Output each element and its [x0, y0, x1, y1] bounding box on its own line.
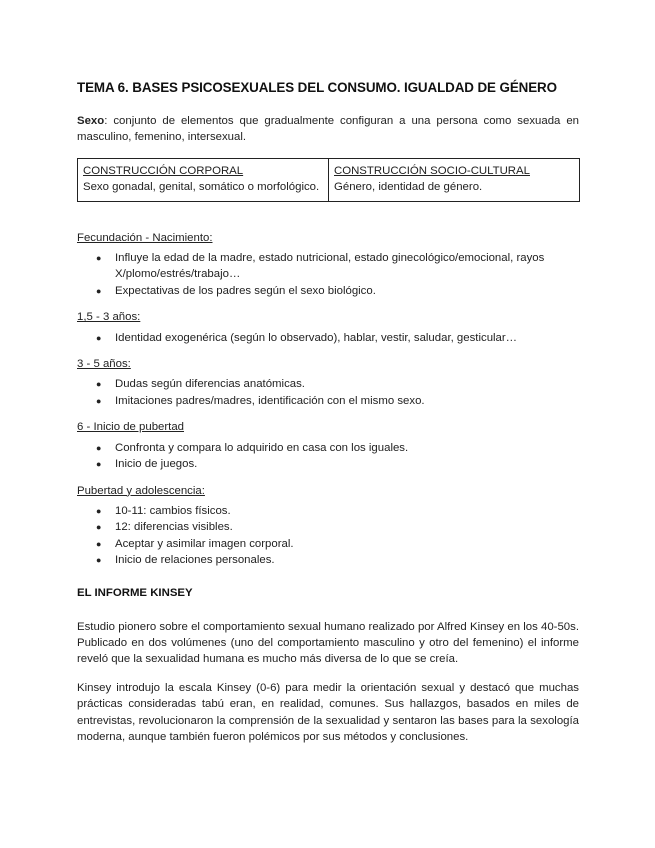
stage-list-1-3 [77, 330, 579, 346]
kinsey-paragraph-1: Estudio pionero sobre el comportamiento sexual humano realizado por Alfred Kinsey en los 40-50s. Publicado en dos volúmenes (uno del comportamiento masculino y otro del femenino) el informe reveló que la sexualidad humana es mucho más diversa de lo que se creía. [77, 620, 579, 666]
table-body-sociocultural: Género, identidad de género. [334, 181, 483, 194]
list-item: ● Inicio de juegos. [115, 456, 579, 472]
list-item: ● Dudas según diferencias anatómicas. [115, 376, 579, 392]
list-item: ● 10-11: cambios físicos. [115, 503, 579, 519]
stage-heading-1-3: 1,5 - 3 años: [77, 311, 141, 324]
list-item: ● Influye la edad de la madre, estado nutricional, estado ginecológico/emocional, rayos X/plomo/estrés/trabajo… [115, 250, 579, 283]
construction-table [77, 158, 580, 202]
list-item: ● Imitaciones padres/madres, identificación con el mismo sexo. [115, 393, 579, 409]
table-body-corporal: Sexo gonadal, genital, somático o morfológico. [83, 181, 320, 194]
table-cell-sociocultural [329, 158, 580, 201]
intro-paragraph [77, 113, 579, 146]
stage-list-nacimiento [77, 250, 579, 299]
list-item: ● 12: diferencias visibles. [115, 519, 579, 535]
stage-heading-pubertad-inicio: 6 - Inicio de pubertad [77, 421, 185, 434]
list-item: ● Confronta y compara lo adquirido en casa con los iguales. [115, 440, 579, 456]
list-item: ● Aceptar y asimilar imagen corporal. [115, 536, 579, 552]
document-body [77, 79, 579, 757]
kinsey-paragraph-2: Kinsey introdujo la escala Kinsey (0-6) para medir la orientación sexual y destacó que muchas prácticas consideradas tabú eran, en realidad, comunes. Sus hallazgos, basados en miles de entrevistas, revolucionaron la comprensión de la sexualidad y sentaron las bases para la sexología moderna, aunque también fueron polémicos por sus métodos y conclusiones. [77, 681, 579, 743]
stage-heading-nacimiento: Fecundación - Nacimiento: [77, 231, 213, 244]
table-cell-corporal [78, 158, 329, 201]
table-row [78, 158, 580, 201]
stage-list-pubertad-inicio [77, 440, 579, 473]
page-title: TEMA 6. BASES PSICOSEXUALES DEL CONSUMO. IGUALDAD DE GÉNERO [77, 80, 557, 95]
intro-term: Sexo [77, 115, 105, 127]
intro-definition: : conjunto de elementos que gradualmente configuran a una persona como sexuada en masculino, femenino, intersexual. [77, 115, 579, 144]
list-item: ● Expectativas de los padres según el sexo biológico. [115, 283, 579, 299]
stage-list-3-5 [77, 376, 579, 409]
stage-heading-3-5: 3 - 5 años: [77, 358, 131, 371]
table-header-sociocultural: CONSTRUCCIÓN SOCIO-CULTURAL [334, 164, 530, 177]
table-header-corporal: CONSTRUCCIÓN CORPORAL [83, 164, 244, 177]
list-item: ● Identidad exogenérica (según lo observado), hablar, vestir, saludar, gesticular… [115, 330, 579, 346]
list-item: ● Inicio de relaciones personales. [115, 552, 579, 568]
stage-list-adolescencia [77, 503, 579, 569]
kinsey-heading: EL INFORME KINSEY [77, 586, 193, 599]
stage-heading-adolescencia: Pubertad y adolescencia: [77, 484, 205, 497]
